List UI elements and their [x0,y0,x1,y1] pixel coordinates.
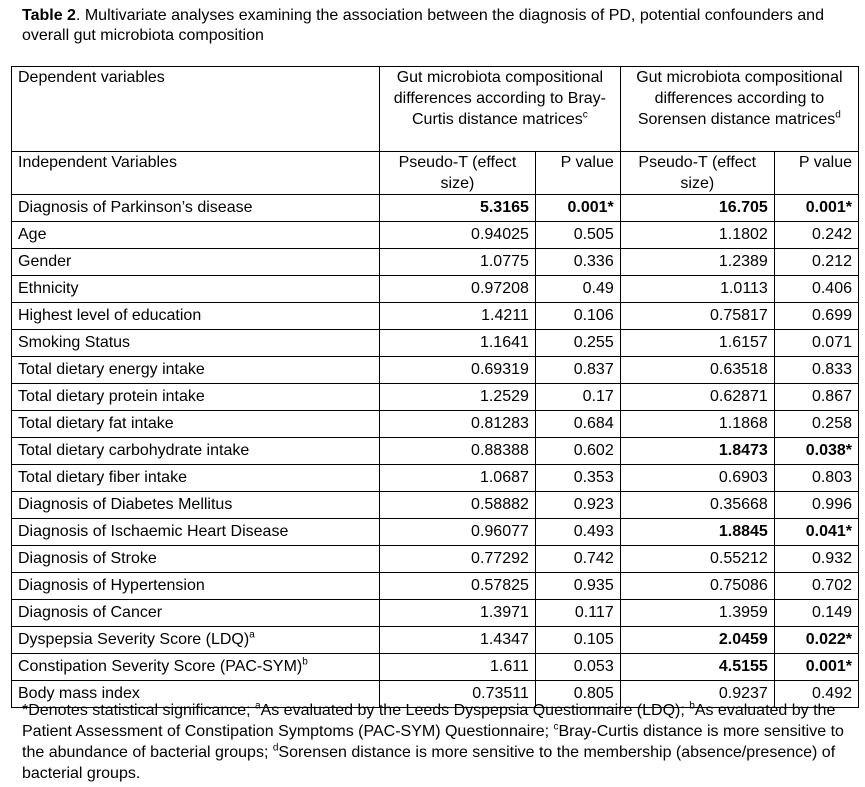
sorensen-pseudo-t-cell: 1.8473 [620,438,774,465]
bray-curtis-p-value-cell: 0.106 [535,303,620,330]
bray-curtis-pseudo-t-cell: 0.58882 [380,492,536,519]
bray-curtis-group-text: Gut microbiota compositional differences according to Bray-Curtis distance matrices [393,69,606,128]
bray-curtis-pseudo-t-cell: 1.3971 [380,600,536,627]
variable-name-text: Age [18,226,47,243]
footnote-marker-c: c [553,721,559,733]
bray-curtis-p-value-cell: 0.837 [535,357,620,384]
variable-name-text: Constipation Severity Score (PAC-SYM) [18,658,303,675]
sorensen-pseudo-t-cell: 1.1802 [620,222,774,249]
variable-name-text: Diagnosis of Hypertension [18,577,205,594]
footnote-significance: *Denotes statistical significance; [22,702,255,719]
bray-curtis-pseudo-t-cell: 0.77292 [380,546,536,573]
variable-name-cell [12,222,380,249]
results-table [11,66,859,708]
bray-curtis-p-value-cell: 0.255 [535,330,620,357]
table-row [12,249,859,276]
bray-curtis-pseudo-t-cell: 1.0687 [380,465,536,492]
sorensen-pseudo-t-cell: 0.6903 [620,465,774,492]
sorensen-p-value-cell: 0.038* [774,438,858,465]
sorensen-pseudo-t-cell: 0.9237 [620,681,774,708]
variable-name-text: Total dietary fiber intake [18,469,187,486]
bray-curtis-p-value-cell: 0.935 [535,573,620,600]
sorensen-p-value-cell: 0.932 [774,546,858,573]
variable-name-text: Body mass index [18,685,140,702]
bray-curtis-pseudo-t-cell: 1.2529 [380,384,536,411]
bray-curtis-p-value-cell: 0.336 [535,249,620,276]
bray-curtis-p-value-cell: 0.49 [535,276,620,303]
sorensen-group-text: Gut microbiota compositional differences according to Sorensen distance matrices [636,69,843,128]
bray-curtis-p-value-cell: 0.505 [535,222,620,249]
independent-variables-header: Independent Variables [12,152,380,195]
variable-name-text: Dyspepsia Severity Score (LDQ) [18,631,250,648]
sorensen-p-value-cell: 0.702 [774,573,858,600]
sorensen-p-value-cell: 0.867 [774,384,858,411]
table-caption [22,6,852,46]
sorensen-footnote-marker: d [835,109,841,121]
variable-name-cell [12,330,380,357]
variable-name-text: Diagnosis of Stroke [18,550,157,567]
variable-name-cell [12,357,380,384]
bray-curtis-pseudo-t-cell: 0.94025 [380,222,536,249]
bray-curtis-group-header [380,67,621,152]
variable-name-text: Diagnosis of Diabetes Mellitus [18,496,233,513]
footnote-marker-a: a [255,700,261,712]
sorensen-pseudo-t-cell: 1.8845 [620,519,774,546]
bray-curtis-p-value-cell: 0.742 [535,546,620,573]
variable-name-cell [12,519,380,546]
bray-curtis-pseudo-t-cell: 0.96077 [380,519,536,546]
variable-name-cell [12,573,380,600]
variable-name-text: Total dietary energy intake [18,361,205,378]
bray-curtis-p-value-cell: 0.053 [535,654,620,681]
sorensen-pseudo-t-cell: 1.3959 [620,600,774,627]
variable-name-cell [12,384,380,411]
header-row-independent [12,152,859,195]
sorensen-p-value-cell: 0.071 [774,330,858,357]
footnote-marker-d: d [272,742,279,754]
sorensen-group-header [620,67,858,152]
table-row [12,492,859,519]
variable-name-text: Diagnosis of Cancer [18,604,163,621]
sorensen-pseudo-t-cell: 16.705 [620,195,774,222]
table-row [12,330,859,357]
variable-footnote-marker: a [249,629,255,641]
variable-name-text: Gender [18,253,72,270]
sorensen-p-value-cell: 0.001* [774,654,858,681]
bray-curtis-pseudo-t-cell: 5.3165 [380,195,536,222]
variable-name-text: Highest level of education [18,307,202,324]
table-row [12,384,859,411]
bray-curtis-pseudo-t-cell: 0.88388 [380,438,536,465]
bray-curtis-pseudo-t-cell: 1.4347 [380,627,536,654]
variable-name-cell [12,627,380,654]
variable-name-cell [12,411,380,438]
sorensen-pseudo-t-cell: 0.75086 [620,573,774,600]
variable-name-text: Diagnosis of Parkinson’s disease [18,199,253,216]
sorensen-p-value-cell: 0.242 [774,222,858,249]
footnote-ldq: As evaluated by the Leeds Dyspepsia Questionnaire (LDQ); [260,702,690,719]
table-row [12,600,859,627]
bray-curtis-pseudo-t-cell: 1.611 [380,654,536,681]
dependent-variables-header: Dependent variables [12,67,380,152]
bray-curtis-p-value-cell: 0.602 [535,438,620,465]
variable-name-text: Smoking Status [18,334,131,351]
variable-name-cell [12,303,380,330]
variable-name-cell [12,600,380,627]
sorensen-pseudo-t-cell: 1.6157 [620,330,774,357]
sorensen-pseudo-t-header: Pseudo-T (effect size) [620,152,774,195]
sorensen-p-value-cell: 0.041* [774,519,858,546]
footnote-marker-b: b [689,700,695,712]
sorensen-p-value-cell: 0.149 [774,600,858,627]
footnote-pac-sym: As evaluated by the Patient Assessment of Constipation Symptoms (PAC-SYM) Questionnaire; [22,702,836,740]
bray-curtis-pseudo-t-cell: 0.97208 [380,276,536,303]
table-row [12,654,859,681]
bray-curtis-p-value-cell: 0.684 [535,411,620,438]
bray-curtis-pseudo-t-cell: 0.81283 [380,411,536,438]
sorensen-p-value-cell: 0.699 [774,303,858,330]
sorensen-p-value-cell: 0.258 [774,411,858,438]
variable-name-cell [12,654,380,681]
variable-name-cell [12,546,380,573]
variable-name-text: Total dietary protein intake [18,388,205,405]
table-row [12,411,859,438]
sorensen-pseudo-t-cell: 0.75817 [620,303,774,330]
bray-curtis-pseudo-t-header: Pseudo-T (effect size) [380,152,536,195]
table-row [12,627,859,654]
variable-name-cell [12,492,380,519]
sorensen-p-value-cell: 0.001* [774,195,858,222]
variable-name-text: Total dietary fat intake [18,415,174,432]
bray-curtis-p-value-cell: 0.105 [535,627,620,654]
table-row [12,465,859,492]
table-caption-text: . Multivariate analyses examining the association between the diagnosis of PD, potential confounders and overall gut microbiota composition [22,7,824,44]
sorensen-pseudo-t-cell: 0.55212 [620,546,774,573]
variable-name-cell [12,276,380,303]
table-row [12,438,859,465]
sorensen-pseudo-t-cell: 1.0113 [620,276,774,303]
sorensen-p-value-cell: 0.803 [774,465,858,492]
table-caption-label: Table 2 [22,7,76,24]
bray-curtis-p-value-cell: 0.805 [535,681,620,708]
variable-name-text: Diagnosis of Ischaemic Heart Disease [18,523,289,540]
footnote-sorensen: Sorensen distance is more sensitive to the membership (absence/presence) of bacterial groups. [22,744,836,782]
variable-footnote-marker: b [302,656,308,668]
sorensen-pseudo-t-cell: 0.62871 [620,384,774,411]
table-row [12,573,859,600]
bray-curtis-pseudo-t-cell: 1.4211 [380,303,536,330]
table-row [12,357,859,384]
bray-curtis-p-value-header: P value [535,152,620,195]
bray-curtis-p-value-cell: 0.493 [535,519,620,546]
bray-curtis-p-value-cell: 0.117 [535,600,620,627]
sorensen-pseudo-t-cell: 0.63518 [620,357,774,384]
variable-name-text: Ethnicity [18,280,79,297]
bray-curtis-pseudo-t-cell: 1.0775 [380,249,536,276]
table-footnote [22,700,852,784]
bray-curtis-p-value-cell: 0.923 [535,492,620,519]
variable-name-cell [12,249,380,276]
table-row [12,222,859,249]
variable-name-cell [12,195,380,222]
sorensen-p-value-cell: 0.406 [774,276,858,303]
variable-name-cell [12,438,380,465]
variable-name-cell [12,465,380,492]
sorensen-pseudo-t-cell: 1.1868 [620,411,774,438]
footnote-bray-curtis: Bray-Curtis distance is more sensitive to the abundance of bacterial groups; [22,723,844,761]
sorensen-p-value-cell: 0.492 [774,681,858,708]
variable-name-text: Total dietary carbohydrate intake [18,442,250,459]
sorensen-pseudo-t-cell: 1.2389 [620,249,774,276]
sorensen-pseudo-t-cell: 2.0459 [620,627,774,654]
table-row [12,303,859,330]
bray-curtis-p-value-cell: 0.353 [535,465,620,492]
sorensen-pseudo-t-cell: 4.5155 [620,654,774,681]
sorensen-p-value-header: P value [774,152,858,195]
sorensen-p-value-cell: 0.212 [774,249,858,276]
sorensen-p-value-cell: 0.996 [774,492,858,519]
sorensen-p-value-cell: 0.833 [774,357,858,384]
bray-curtis-pseudo-t-cell: 0.57825 [380,573,536,600]
sorensen-p-value-cell: 0.022* [774,627,858,654]
bray-curtis-pseudo-t-cell: 1.1641 [380,330,536,357]
bray-curtis-footnote-marker: c [582,109,588,121]
table-row [12,276,859,303]
table-row [12,195,859,222]
table-row [12,519,859,546]
table-row [12,546,859,573]
header-row-dependent [12,67,859,152]
bray-curtis-pseudo-t-cell: 0.69319 [380,357,536,384]
sorensen-pseudo-t-cell: 0.35668 [620,492,774,519]
bray-curtis-pseudo-t-cell: 0.73511 [380,681,536,708]
bray-curtis-p-value-cell: 0.001* [535,195,620,222]
bray-curtis-p-value-cell: 0.17 [535,384,620,411]
